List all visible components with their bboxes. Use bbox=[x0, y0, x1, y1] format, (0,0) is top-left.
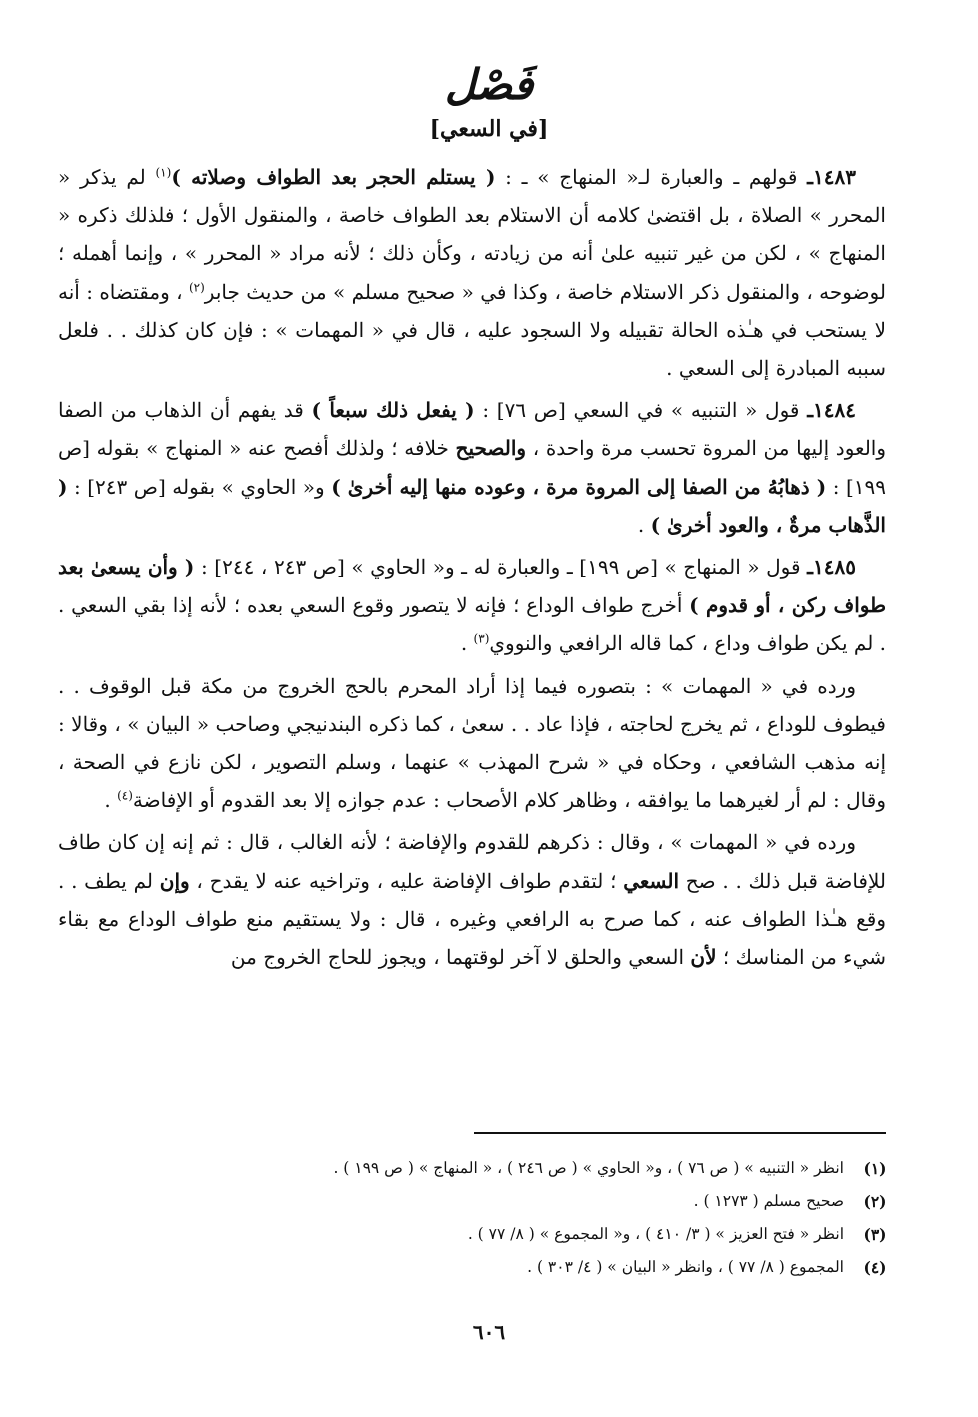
text-segment: . bbox=[637, 512, 651, 537]
footnote-ref: (٤) bbox=[117, 788, 133, 803]
text-segment: أخرج طواف الوداع ؛ فإنه لا يتصور وقوع السعي بعده ؛ لأنه إذا بقي السعي . . لم يكن طواف وداع ، كما قاله الرافعي والنووي bbox=[58, 593, 886, 656]
main-text bbox=[58, 158, 886, 976]
text-segment: قول « التنبيه » في السعي [ص ٧٦] : bbox=[474, 398, 808, 423]
footnote-text: انظر « التنبيه » ( ص ٧٦ ) ، و« الحاوي » ( ص ٢٤٦ ) ، « المنهاج » ( ص ١٩٩ ) . bbox=[333, 1159, 844, 1177]
chapter-header bbox=[0, 60, 978, 146]
paragraph bbox=[58, 823, 886, 976]
quoted-text: ( يفعل ذلك سبعاً ) bbox=[311, 398, 475, 423]
footnote bbox=[58, 1218, 888, 1251]
text-segment: ورده في « المهمات » : بتصوره فيما إذا أراد المحرم بالحج الخروج من مكة قبل الوقوف . . فيطوف للوداع ، ثم يخرج لحاجته ، فإذا عاد . . سعىٰ ، كما ذكره البندنيجي وصاحب « البيان » ، وقالا : إنه مذهب الشافعي ، وحكاه في « شرح المهذب » عنهما ، وسلم التصوير ، لكن نازع في الصحة ، وقال : لم أر لغيرهما ما يوافقه ، وظاهر كلام الأصحاب : عدم جوازه إلا بعد القدوم أو الإفاضة bbox=[58, 673, 886, 813]
quoted-text: ( يستلم الحجر بعد الطواف وصلاته ) bbox=[171, 165, 496, 189]
text-segment: . bbox=[104, 788, 118, 813]
text-segment: ؛ لتقدم طواف الإفاضة عليه ، وتراخيه عنه لا يقدح ، bbox=[189, 868, 624, 893]
footnote-text: انظر « فتح العزيز » ( ٣/ ٤١٠ ) ، و« المجموع » ( ٨/ ٧٧ ) . bbox=[467, 1225, 844, 1243]
section-ornament-title: فَصْل bbox=[444, 60, 534, 109]
footnote-text: المجموع ( ٨/ ٧٧ ) ، وانظر « البيان » ( ٤/ ٣٠٣ ) . bbox=[527, 1258, 844, 1276]
footnote bbox=[58, 1251, 888, 1284]
text-segment: لم يطف . . وقع هـٰذا الطواف عنه ، كما صرح به الرافعي وغيره ، قال : ولا يستقيم منع طواف الوداع مع بقاء شيء من المناسك ؛ bbox=[58, 868, 886, 970]
footnote-ref: (٢) bbox=[188, 279, 205, 294]
text-segment: قول « المنهاج » [ص ١٩٩] ـ والعبارة له ـ و« الحاوي » [ص ٢٤٣ ، ٢٤٤] : bbox=[194, 555, 808, 580]
footnote-number: (٢) bbox=[863, 1192, 887, 1211]
footnote bbox=[58, 1152, 888, 1185]
quoted-text: ( الذَّهاب مرةٌ ، والعود أخرىٰ ) bbox=[58, 474, 886, 537]
footnote-ref: (١) bbox=[155, 165, 172, 180]
text-segment: قد يفهم أن الذهاب من الصفا والعود إليها من المروة تحسب مرة واحدة ، bbox=[58, 398, 887, 461]
paragraph-number: ١٤٨٤ـ bbox=[807, 398, 857, 423]
quoted-text: ( ذهابُهُ من الصفا إلى المروة مرة ، وعوده منها إليه أخرىٰ ) bbox=[331, 474, 827, 499]
text-segment: . bbox=[460, 631, 474, 656]
footnote bbox=[58, 1185, 888, 1218]
paragraph-number: ١٤٨٥ـ bbox=[807, 555, 856, 580]
footnote-number: (٤) bbox=[863, 1258, 887, 1277]
quoted-text: ( وأن يسعىٰ بعد طواف ركن ، أو قدوم ) bbox=[58, 555, 886, 618]
footnote-text: صحيح مسلم ( ١٢٧٣ ) . bbox=[693, 1192, 844, 1210]
quoted-text: وإن bbox=[159, 868, 190, 893]
footnote-ref: (٣) bbox=[473, 631, 490, 646]
page-number: ٦٠٦ bbox=[472, 1320, 506, 1344]
paragraph bbox=[58, 667, 886, 820]
text-segment: خلافه ؛ ولذلك أفصح عنه « المنهاج » بقوله [ص ١٩٩] : bbox=[58, 436, 887, 499]
quoted-text: والصحيح bbox=[455, 436, 527, 461]
section-subtitle: [في السعي] bbox=[429, 116, 549, 142]
footnotes bbox=[58, 1152, 888, 1284]
footnote-divider bbox=[474, 1132, 886, 1134]
paragraph bbox=[58, 548, 886, 663]
text-segment: قولهم ـ والعبارة لـ« المنهاج » ـ : bbox=[495, 165, 808, 189]
footnote-number: (١) bbox=[863, 1159, 887, 1178]
paragraph bbox=[58, 158, 886, 387]
footnote-number: (٣) bbox=[863, 1225, 887, 1244]
paragraph-number: ١٤٨٣ـ bbox=[807, 165, 856, 189]
quoted-text: السعي bbox=[623, 868, 679, 893]
text-segment: ورده في « المهمات » ، وقال : ذكرهم للقدوم والإفاضة ؛ لأنه الغالب ، قال : ثم إنه إن كان طاف للإفاضة قبل ذلك . . صح bbox=[58, 830, 887, 893]
text-segment: و« الحاوي » بقوله [ص ٢٤٣] : bbox=[67, 474, 332, 499]
paragraph bbox=[58, 391, 886, 544]
quoted-text: لأن bbox=[690, 945, 717, 970]
text-segment: لم يذكر « المحرر » الصلاة ، بل اقتضىٰ كلامه أن الاستلام بعد الطواف خاصة ، والمنقول الأول ؛ فلذلك ذكره « المنهاج » ، لكن من غير تنبيه علىٰ أنه من زيادته ، وكأن ذلك ؛ لأنه مراد « المحرر » ، وإنما أهمله ؛ لوضوحه ، والمنقول ذكر الاستلام خاصة ، وكذا في « صحيح مسلم » من حديث جابر bbox=[58, 165, 886, 304]
text-segment: ، ومقتضاه : أنه لا يستحب في هـٰذه الحالة تقبيله ولا السجود عليه ، قال في « المهمات » : فإن كان كذلك . . فلعل سببه المبادرة إلى السعي . bbox=[58, 279, 886, 381]
text-segment: السعي والحلق لا آخر لوقتهما ، ويجوز للحاج الخروج من bbox=[230, 945, 691, 970]
